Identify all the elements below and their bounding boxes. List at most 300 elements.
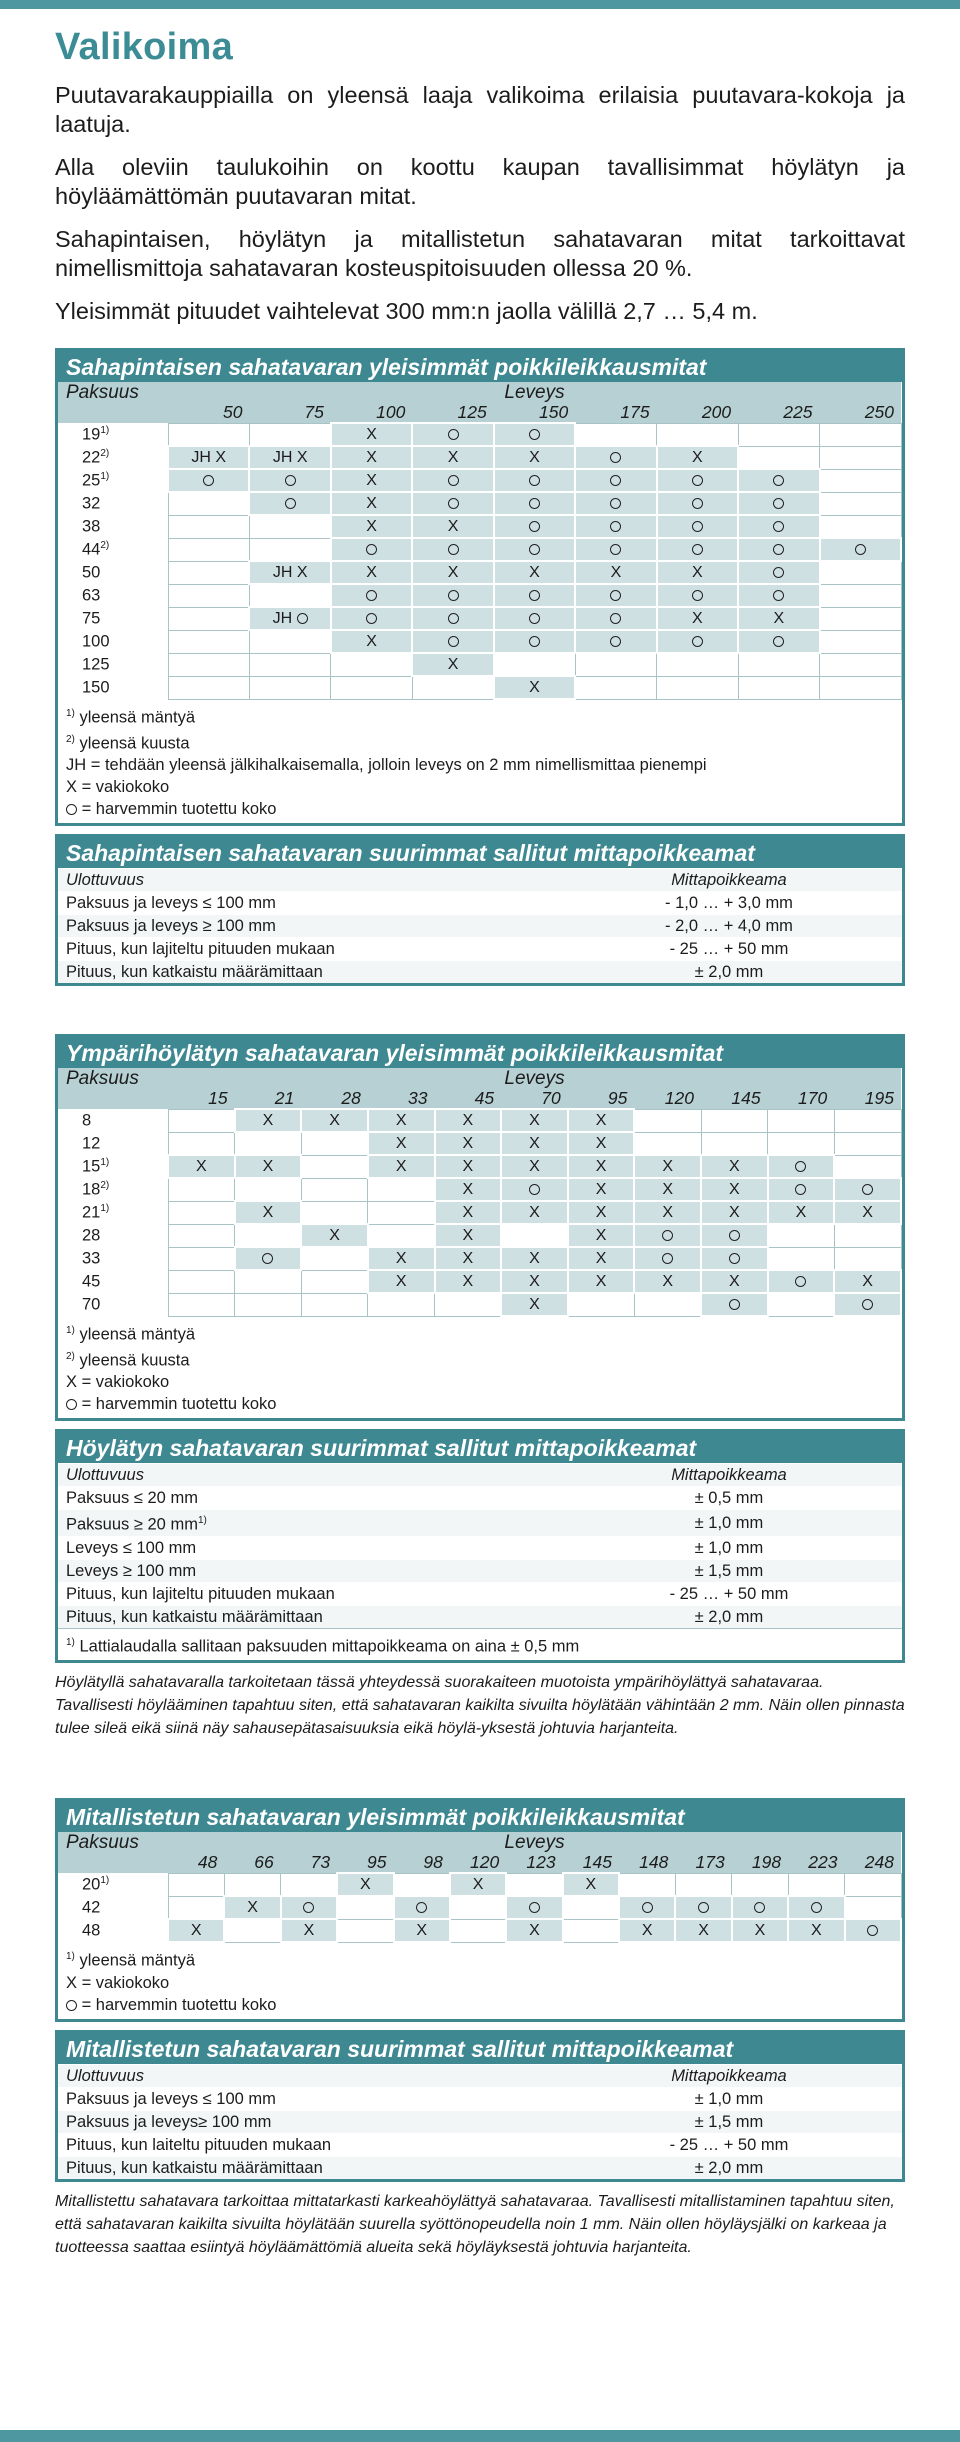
- cell-text: X: [728, 1203, 740, 1221]
- thickness-number: 15: [82, 1157, 101, 1176]
- size-cell: [412, 492, 493, 515]
- ring-mark: [610, 452, 621, 463]
- size-cell: [331, 469, 412, 492]
- size-cell: [634, 1270, 701, 1293]
- note-line: [66, 754, 902, 776]
- size-cell: [738, 538, 819, 561]
- note-text: = harvemmin tuotettu koko: [77, 1995, 277, 2014]
- size-cell: [568, 1293, 635, 1316]
- size-cell: [563, 1873, 619, 1896]
- table-row: [58, 1155, 901, 1178]
- width-value: 21: [235, 1089, 302, 1109]
- cell-text: X: [728, 1157, 740, 1175]
- size-cell: [368, 1201, 435, 1224]
- note-text: X = vakiokoko: [66, 1973, 170, 1992]
- note-text: X = vakiokoko: [66, 778, 170, 796]
- cell-text: X: [595, 1203, 607, 1221]
- size-cell: [768, 1201, 835, 1224]
- cell-text: X: [296, 563, 308, 581]
- thickness-footnote: 2): [100, 539, 110, 551]
- size-cell: [301, 1201, 368, 1224]
- table-row: [58, 1873, 901, 1896]
- size-cell: [168, 515, 249, 538]
- cell-text: X: [795, 1203, 807, 1221]
- thickness-footnote: 2): [100, 1179, 110, 1191]
- size-cell: [575, 492, 656, 515]
- table-row: [58, 492, 901, 515]
- ring-mark: [366, 613, 377, 624]
- size-cell: [235, 1132, 302, 1155]
- dimension-label: [58, 1487, 556, 1510]
- size-cell: [249, 630, 330, 653]
- size-cell: [619, 1896, 675, 1919]
- cell-text: X: [754, 1921, 766, 1939]
- width-value: 50: [168, 403, 249, 423]
- table-row: [58, 561, 901, 584]
- ring-mark: [366, 544, 377, 555]
- width-header: Leveys: [168, 1068, 901, 1089]
- size-cell: [501, 1270, 568, 1293]
- footnote-text: Lattialaudalla sallitaan paksuuden mittapoikkeama on aina ± 0,5 mm: [74, 1637, 580, 1655]
- size-cell: [738, 469, 819, 492]
- size-cell: [834, 1270, 901, 1293]
- table-row: [58, 1919, 901, 1942]
- cell-text: X: [359, 1875, 371, 1893]
- size-cell: [834, 1293, 901, 1316]
- cell-text: X: [610, 563, 622, 581]
- size-cell: [738, 492, 819, 515]
- table-row: [58, 676, 901, 699]
- cell-text: X: [529, 1111, 540, 1129]
- size-cell: [168, 469, 249, 492]
- thickness-number: 100: [82, 632, 110, 651]
- note-line: [66, 1346, 902, 1372]
- size-cell: [249, 653, 330, 676]
- width-value: 150: [494, 403, 575, 423]
- cell-text: X: [810, 1921, 822, 1939]
- size-cell: [657, 492, 738, 515]
- ring-mark: [529, 1902, 540, 1913]
- size-cell: [412, 630, 493, 653]
- thickness-number: 50: [82, 563, 101, 582]
- thickness-number: 28: [82, 1226, 101, 1245]
- size-cell: [701, 1224, 768, 1247]
- size-cell: [575, 515, 656, 538]
- dimensioned-tolerances-rows: [58, 2064, 902, 2179]
- note-text: yleensä mäntyä: [74, 1951, 196, 1970]
- size-cell: [568, 1270, 635, 1293]
- size-cell: [834, 1224, 901, 1247]
- size-cell: [494, 584, 575, 607]
- thickness-number: 20: [82, 1875, 101, 1894]
- cell-text: X: [529, 678, 540, 696]
- size-cell: [435, 1270, 502, 1293]
- ring-mark: [862, 1184, 873, 1195]
- size-cell: [738, 446, 819, 469]
- size-cell: [331, 584, 412, 607]
- cell-text: JH: [191, 448, 211, 466]
- width-value: 120: [450, 1853, 506, 1873]
- thickness-number: 22: [82, 448, 101, 467]
- thickness-value: [58, 676, 168, 699]
- ring-mark: [811, 1902, 822, 1913]
- thickness-number: 33: [82, 1249, 101, 1268]
- tolerance-value: ± 2,0 mm: [556, 961, 902, 984]
- size-cell: [168, 492, 249, 515]
- dimension-text: Pituus, kun lajiteltu pituuden mukaan: [66, 1584, 335, 1603]
- note-line: [66, 1371, 902, 1393]
- sawn-tolerances-title: Sahapintaisen sahatavaran suurimmat sallitut mittapoikkeamat: [58, 837, 902, 868]
- tolerance-header-row: [58, 2064, 902, 2087]
- cell-text: X: [728, 1180, 740, 1198]
- note-mark: 1): [66, 708, 75, 719]
- size-cell: [450, 1873, 506, 1896]
- tolerance-value: ± 1,0 mm: [556, 2087, 902, 2110]
- tolerance-value: - 25 … + 50 mm: [556, 2133, 902, 2156]
- ring-mark: [610, 636, 621, 647]
- width-value: 195: [834, 1089, 901, 1109]
- ring-mark: [692, 498, 703, 509]
- cell-text: X: [395, 1249, 407, 1267]
- size-cell: [820, 561, 902, 584]
- thickness-number: 38: [82, 517, 101, 536]
- ring-mark: [285, 498, 296, 509]
- tolerance-value: ± 1,5 mm: [556, 2110, 902, 2133]
- table-row: [58, 938, 902, 961]
- table-row: [58, 1270, 901, 1293]
- cell-text: X: [692, 448, 703, 466]
- size-cell: [281, 1873, 337, 1896]
- ring-mark: [529, 636, 540, 647]
- sawn-sizes-title: Sahapintaisen sahatavaran yleisimmät poikkileikkausmitat: [58, 351, 902, 382]
- dimension-label: [58, 2087, 556, 2110]
- size-cell: [235, 1178, 302, 1201]
- dimension-text: Pituus, kun lajiteltu pituuden mukaan: [66, 940, 335, 958]
- note-line: [66, 1393, 902, 1415]
- ring-mark: [529, 429, 540, 440]
- tolerance-header: Mittapoikkeama: [556, 1464, 902, 1487]
- size-cell: [634, 1247, 701, 1270]
- size-cell: [568, 1132, 635, 1155]
- size-cell: [732, 1896, 788, 1919]
- dimension-label: [58, 1510, 556, 1537]
- dimension-text: Pituus, kun katkaistu määrämittaan: [66, 2158, 323, 2177]
- size-cell: [281, 1896, 337, 1919]
- thickness-value: [58, 1247, 168, 1270]
- size-grid: [58, 382, 902, 700]
- intro-paragraph: Yleisimmät pituudet vaihtelevat 300 mm:n jaolla välillä 2,7 … 5,4 m.: [55, 298, 758, 324]
- cell-text: X: [416, 1921, 428, 1939]
- width-value: 145: [701, 1089, 768, 1109]
- size-cell: [634, 1155, 701, 1178]
- size-cell: [235, 1155, 302, 1178]
- thickness-footnote: 1): [100, 1156, 110, 1168]
- cell-text: JH: [272, 609, 293, 627]
- size-cell: [501, 1224, 568, 1247]
- ring-mark: [610, 590, 621, 601]
- size-cell: [168, 676, 249, 699]
- grid-header-row: [58, 382, 901, 403]
- size-cell: [412, 561, 493, 584]
- cell-text: X: [366, 517, 377, 535]
- ring-mark: [729, 1230, 740, 1241]
- table-row: [58, 1559, 902, 1582]
- tolerance-header: Mittapoikkeama: [556, 2064, 902, 2087]
- thickness-value: [58, 1201, 168, 1224]
- note-text: yleensä kuusta: [74, 734, 190, 752]
- size-cell: [331, 538, 412, 561]
- size-cell: [568, 1109, 635, 1132]
- size-cell: [657, 653, 738, 676]
- table-row: [58, 1293, 901, 1316]
- ring-mark: [795, 1276, 806, 1287]
- thickness-number: 44: [82, 540, 101, 559]
- cell-text: X: [595, 1134, 607, 1152]
- note-text: = harvemmin tuotettu koko: [77, 1395, 277, 1413]
- table-row: [58, 1536, 902, 1559]
- width-value: 48: [168, 1853, 224, 1873]
- width-values-row: [58, 403, 901, 423]
- size-cell: [168, 584, 249, 607]
- dimension-text: Paksuus ja leveys ≥ 100 mm: [66, 917, 276, 935]
- size-cell: [301, 1132, 368, 1155]
- tolerance-value: ± 2,0 mm: [556, 2156, 902, 2179]
- size-cell: [168, 1224, 235, 1247]
- intro-text: [55, 81, 905, 326]
- ring-mark: [66, 1399, 77, 1410]
- tolerance-table: [58, 868, 902, 983]
- planed-description: Höylätyllä sahatavaralla tarkoitetaan tässä yhteydessä suorakaiteen muotoista ympärihöylättyä sahatavaraa. Tavallisesti höylääminen tapahtuu siten, että sahatavaran kaikilta sivuilta höylätään vähintään 2 mm. Näin ollen pinnasta tulee sileä eikä siinä näy sahausepätasaisuuksia eikä höylä-yksestä johtuvia harjanteita.: [55, 1674, 905, 1737]
- size-cell: [768, 1270, 835, 1293]
- table-row: [58, 584, 901, 607]
- cell-text: X: [529, 1249, 540, 1267]
- dimensioned-sizes-notes: [58, 1943, 902, 2019]
- ring-mark: [610, 521, 621, 532]
- cell-text: X: [585, 1875, 597, 1893]
- thickness-footnote: 2): [100, 447, 110, 459]
- thickness-footnote: 1): [100, 1874, 110, 1886]
- ring-mark: [529, 475, 540, 486]
- dimension-header: Ulottuvuus: [58, 869, 556, 892]
- cell-text: X: [247, 1898, 258, 1916]
- size-cell: [820, 538, 902, 561]
- size-cell: [506, 1873, 562, 1896]
- width-value: 223: [788, 1853, 844, 1873]
- thickness-value: [58, 1270, 168, 1293]
- cell-text: X: [529, 1295, 540, 1313]
- size-cell: [235, 1109, 302, 1132]
- ring-mark: [773, 590, 784, 601]
- size-cell: [301, 1155, 368, 1178]
- size-cell: [820, 492, 902, 515]
- size-cell: [224, 1919, 280, 1942]
- ring-mark: [610, 498, 621, 509]
- note-line: [66, 729, 902, 755]
- size-cell: [301, 1247, 368, 1270]
- width-value: 250: [820, 403, 902, 423]
- size-cell: [732, 1873, 788, 1896]
- size-cell: [820, 446, 902, 469]
- size-cell: [494, 469, 575, 492]
- cell-text: X: [641, 1921, 653, 1939]
- ring-mark: [662, 1253, 673, 1264]
- size-cell: [820, 607, 902, 630]
- size-cell: [701, 1178, 768, 1201]
- thickness-value: [58, 538, 168, 561]
- size-cell: [788, 1919, 844, 1942]
- size-cell: [701, 1155, 768, 1178]
- dimension-text: Paksuus ≤ 20 mm: [66, 1489, 198, 1507]
- blank-corner: [58, 1089, 168, 1109]
- cell-text: X: [462, 1249, 474, 1267]
- cell-text: X: [366, 563, 377, 581]
- width-value: 98: [394, 1853, 450, 1873]
- width-values-row: [58, 1853, 901, 1873]
- cell-text: X: [447, 655, 459, 673]
- size-cell: [788, 1896, 844, 1919]
- size-cell: [168, 1178, 235, 1201]
- size-cell: [494, 492, 575, 515]
- table-row: [58, 2110, 902, 2133]
- table-row: [58, 446, 901, 469]
- cell-text: X: [395, 1134, 407, 1152]
- table-row: [58, 469, 901, 492]
- ring-mark: [862, 1299, 873, 1310]
- size-cell: [834, 1155, 901, 1178]
- intro-paragraph: Sahapintaisen, höylätyn ja mitallistetun sahatavaran mitat tarkoittavat nimellismittoja sahatavaran kosteuspitoisuuden ollessa 20 %.: [55, 226, 905, 281]
- size-cell: [249, 515, 330, 538]
- ring-mark: [203, 475, 214, 486]
- size-cell: [301, 1293, 368, 1316]
- width-value: 66: [224, 1853, 280, 1873]
- size-cell: [575, 561, 656, 584]
- ring-mark: [448, 636, 459, 647]
- ring-mark: [529, 521, 540, 532]
- size-cell: [168, 1155, 235, 1178]
- ring-mark: [610, 475, 621, 486]
- size-cell: [738, 676, 819, 699]
- size-cell: [657, 469, 738, 492]
- width-value: 95: [568, 1089, 635, 1109]
- cell-text: X: [595, 1249, 607, 1267]
- tolerance-value: ± 0,5 mm: [556, 1487, 902, 1510]
- size-cell: [412, 584, 493, 607]
- cell-text: X: [662, 1157, 674, 1175]
- width-value: 145: [563, 1853, 619, 1873]
- size-cell: [249, 446, 330, 469]
- size-cell: [494, 446, 575, 469]
- size-cell: [168, 1896, 224, 1919]
- planed-tolerances-title: Höylätyn sahatavaran suurimmat sallitut mittapoikkeamat: [58, 1432, 902, 1463]
- size-cell: [412, 676, 493, 699]
- thickness-value: [58, 653, 168, 676]
- size-cell: [168, 1247, 235, 1270]
- cell-text: X: [462, 1180, 474, 1198]
- size-cell: [368, 1247, 435, 1270]
- size-cell: [435, 1178, 502, 1201]
- width-header: Leveys: [168, 1832, 901, 1853]
- thickness-value: [58, 1896, 168, 1919]
- note-text: = harvemmin tuotettu koko: [77, 800, 277, 818]
- width-header: Leveys: [168, 382, 901, 403]
- thickness-number: 19: [82, 425, 101, 444]
- thickness-number: 48: [82, 1921, 101, 1940]
- size-cell: [768, 1247, 835, 1270]
- size-cell: [738, 515, 819, 538]
- cell-text: X: [366, 471, 377, 489]
- size-cell: [337, 1919, 393, 1942]
- ring-mark: [773, 521, 784, 532]
- size-cell: [224, 1896, 280, 1919]
- thickness-value: [58, 584, 168, 607]
- size-cell: [235, 1201, 302, 1224]
- table-row: [58, 515, 901, 538]
- ring-mark: [448, 498, 459, 509]
- ring-mark: [662, 1230, 673, 1241]
- cell-text: X: [395, 1272, 407, 1290]
- table-row: [58, 892, 902, 915]
- size-cell: [494, 423, 575, 446]
- dimension-text: Pituus, kun katkaistu määrämittaan: [66, 963, 323, 981]
- dimension-label: [58, 1559, 556, 1582]
- table-row: [58, 653, 901, 676]
- size-cell: [450, 1919, 506, 1942]
- size-cell: [568, 1224, 635, 1247]
- size-cell: [575, 538, 656, 561]
- size-cell: [249, 538, 330, 561]
- cell-text: X: [595, 1226, 607, 1244]
- size-cell: [301, 1224, 368, 1247]
- dimension-label: [58, 892, 556, 915]
- ring-mark: [692, 475, 703, 486]
- size-cell: [235, 1270, 302, 1293]
- table-row: [58, 961, 902, 984]
- table-row: [58, 607, 901, 630]
- intro-paragraph: Puutavarakauppiailla on yleensä laaja valikoima erilaisia puutavara-kokoja ja laatuja.: [55, 82, 905, 137]
- size-cell: [249, 607, 330, 630]
- ring-mark: [416, 1902, 427, 1913]
- size-cell: [701, 1201, 768, 1224]
- cell-text: X: [529, 1134, 540, 1152]
- thickness-value: [58, 1919, 168, 1942]
- width-value: 100: [331, 403, 412, 423]
- bottom-accent-bar: [0, 2430, 960, 2442]
- dimension-header: Ulottuvuus: [58, 1464, 556, 1487]
- size-cell: [394, 1919, 450, 1942]
- tolerance-header-row: [58, 1464, 902, 1487]
- size-cell: [368, 1270, 435, 1293]
- sawn-tolerances-table: [55, 834, 905, 986]
- cell-text: X: [190, 1921, 202, 1939]
- dimensioned-tolerances-title: Mitallistetun sahatavaran suurimmat sallitut mittapoikkeamat: [58, 2033, 902, 2064]
- size-cell: [834, 1132, 901, 1155]
- tolerance-value: ± 1,5 mm: [556, 1559, 902, 1582]
- note-mark: 2): [66, 733, 75, 745]
- size-cell: [768, 1293, 835, 1316]
- thickness-value: [58, 1155, 168, 1178]
- cell-text: X: [303, 1921, 315, 1939]
- size-cell: [657, 630, 738, 653]
- cell-text: X: [529, 1203, 540, 1221]
- table-row: [58, 1487, 902, 1510]
- dimension-label: [58, 2133, 556, 2156]
- note-line: [66, 1320, 902, 1346]
- size-cell: [412, 653, 493, 676]
- size-cell: [435, 1132, 502, 1155]
- dimensioned-sizes-table: [55, 1798, 905, 2022]
- cell-text: X: [395, 1157, 407, 1175]
- size-cell: [634, 1109, 701, 1132]
